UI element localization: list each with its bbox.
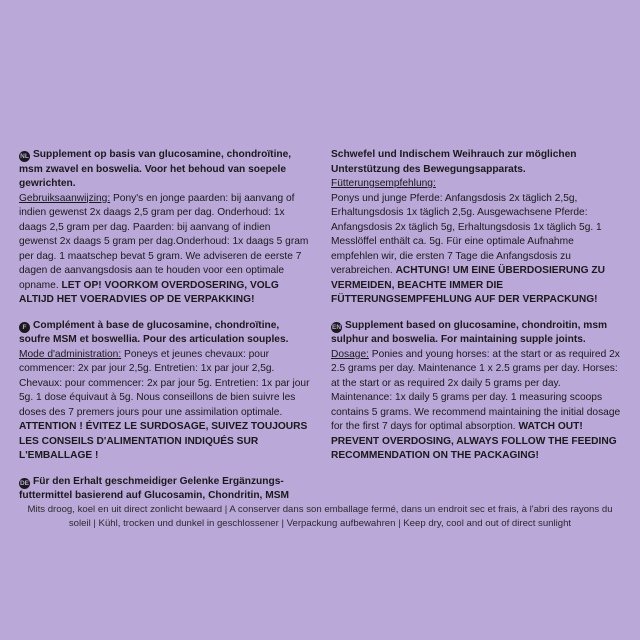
de-title-part2: Schwefel und Indischem Weihrauch zur möglichen Unterstützung des Bewegungsapparats. bbox=[331, 149, 577, 175]
right-column bbox=[331, 148, 623, 475]
fr-usage-label: Mode d'administration: bbox=[19, 348, 122, 360]
nl-section bbox=[19, 148, 311, 308]
en-usage-label: Dosage: bbox=[331, 348, 369, 360]
fr-section bbox=[19, 319, 311, 464]
en-usage-text: Ponies and young horses: at the start or as required 2x 2.5 grams per day. Maintenance 1 x 2.5 grams per day. Horses: at the start or as required 2x daily 5 grams per day. Maintenance: 1x daily 5 grams per day. 1 measuring scoops contains 5 grams. We recommend maintaining the initial dosage for the first 7 days for optimal absorption. bbox=[331, 348, 621, 432]
de-usage-text: Ponys und junge Pferde: Anfangsdosis 2x täglich 2,5g, Erhaltungsdosis 1x täglich 2,5g. Ausgewachsene Pferde: Anfangsdosis 2x täglich 5g, Erhaltungsdosis 1x täglich 5g. 1 Messlöffel enthält ca. 5g. Für eine optimale Aufnahme empfehlen wir, die ersten 7 Tage die Anfangsdosis zu verabreichen. bbox=[331, 192, 602, 276]
fr-warning: ATTENTION ! ÉVITEZ LE SURDOSAGE, SUIVEZ TOUJOURS LES CONSEILS D'ALIMENTATION INDIQUÉS SUR L'EMBALLAGE ! bbox=[19, 421, 308, 461]
nl-badge-icon: NL bbox=[20, 153, 29, 160]
left-column bbox=[19, 148, 311, 515]
nl-title: Supplement op basis van glucosamine, chondroïtine, msm zwavel en boswelia. Voor het behoud van soepele gewrichten. bbox=[19, 149, 292, 189]
en-title: Supplement based on glucosamine, chondroitin, msm sulphur and boswelia. For maintaining supple joints. bbox=[331, 319, 608, 345]
de-section-start bbox=[19, 475, 311, 504]
de-usage-label: Fütterungsempfehlung: bbox=[331, 178, 436, 189]
de-warning: ACHTUNG! UM EINE ÜBERDOSIERUNG ZU VERMEIDEN, BEACHTE IMMER DIE FÜTTERUNGSEMPFEHLUNG AUF DER VERPACKUNG! bbox=[331, 265, 605, 305]
storage-footer: Mits droog, koel en uit direct zonlicht bewaard | A conserver dans son emballage fermé, dans un endroit sec et frais, à l'abri des rayons du soleil | Kühl, trocken und dunkel in geschlossener | Verpackung aufbewahren | Keep dry, cool and out of direct sunlight bbox=[27, 504, 613, 529]
fr-title: Complément à base de glucosamine, chondroïtine, soufre MSM et boswellia. Pour des articulation souples. bbox=[19, 319, 289, 345]
nl-usage-text: Pony's en jonge paarden: bij aanvang of indien gewenst 2x daags 2,5 gram per dag. Onderhoud: 1x daags 2,5 gram per dag. Paarden: bij aanvang of indien gewenst 2x daags 5 gram per dag.Onderhoud: 1x daags 5 gram per dag. 1 maatschep bevat 5 gram. We adviseren de eerste 7 dagen de aanvangsdosis aan te houden voor een optimale opname. bbox=[19, 192, 309, 291]
nl-warning: LET OP! VOORKOM OVERDOSERING, VOLG ALTIJD HET VOERADVIES OP DE VERPAKKING! bbox=[19, 279, 279, 305]
en-section bbox=[331, 319, 623, 464]
en-badge-icon: EN bbox=[331, 323, 342, 331]
nl-usage-label: Gebruiksaanwijzing: bbox=[19, 192, 111, 204]
de-title-part1: Für den Erhalt geschmeidiger Gelenke Ergänzungs-futtermittel basierend auf Glucosamin, Chondritin, MSM bbox=[19, 475, 289, 501]
fr-badge-icon: F bbox=[19, 322, 30, 333]
fr-usage-text: Poneys et jeunes chevaux: pour commencer: 2x par jour 2,5g. Entretien: 1x par jour 2,5g. Chevaux: pour commencer: 2x par jour 5g. Entretien: 1x par jour 5g. 1 dose équivaut à 5g. Nous conseillons de bien suivre les doses des 7 premers jours pour une assimilation optimale. bbox=[19, 348, 310, 418]
en-warning: WATCH OUT! PREVENT OVERDOSING, ALWAYS FOLLOW THE FEEDING RECOMMENDATION ON THE PACKAGING! bbox=[331, 421, 617, 461]
de-section-continued bbox=[331, 148, 623, 308]
de-badge-icon: DE bbox=[19, 479, 30, 487]
